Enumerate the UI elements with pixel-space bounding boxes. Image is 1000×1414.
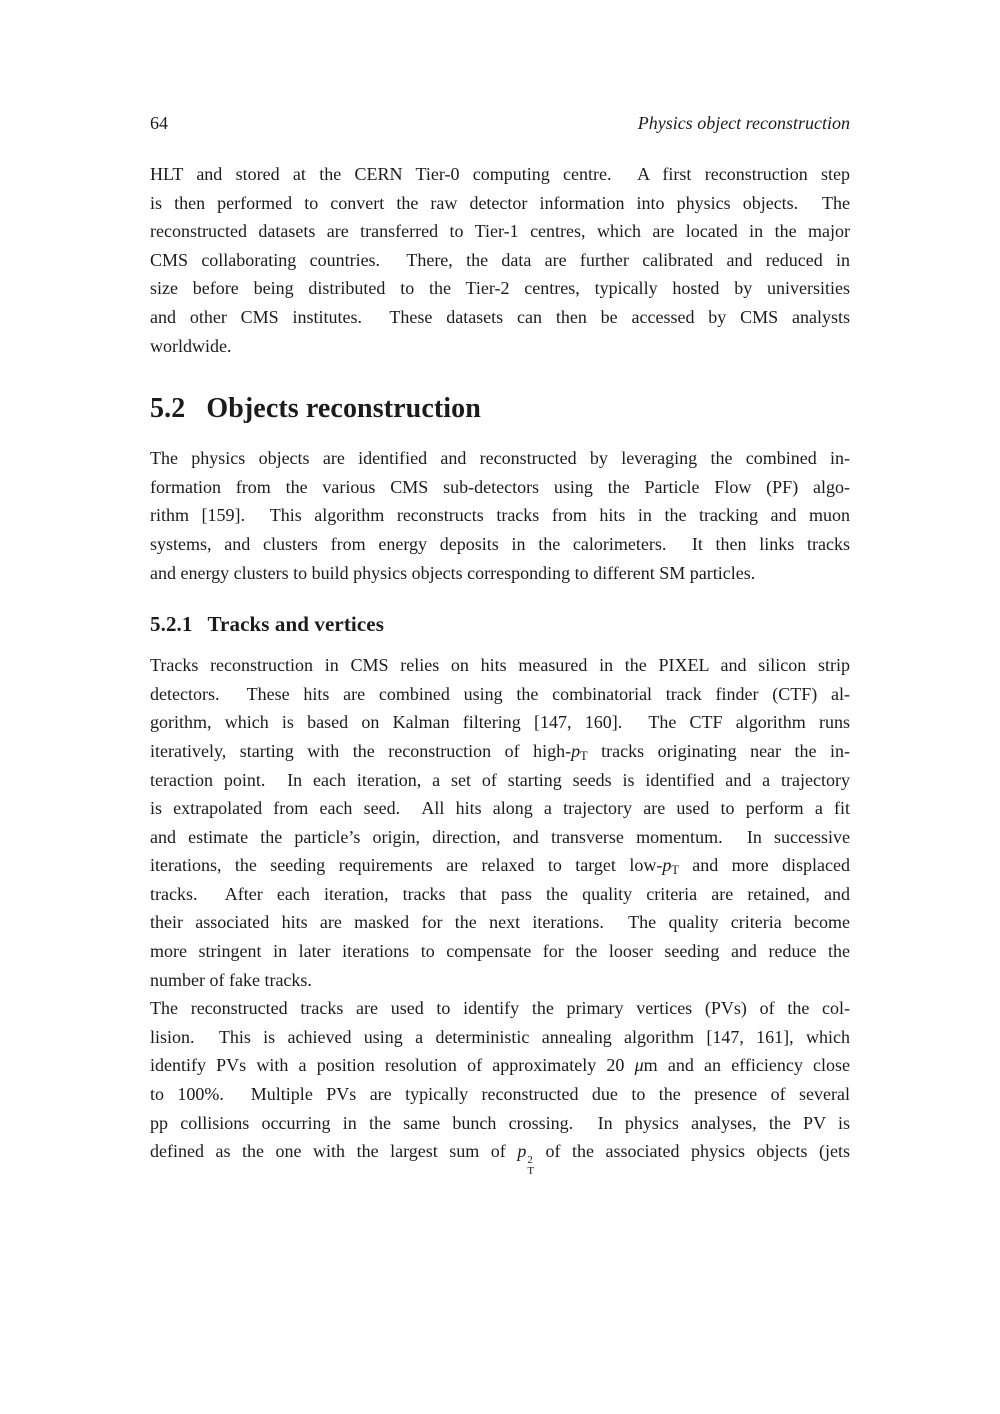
- text-line-content: pp collisions occurring in the same bunch crossing. In physics analyses, the PV is: [150, 1112, 850, 1133]
- text-line: [150, 851, 850, 880]
- text-line: [150, 766, 850, 795]
- text-line: [150, 303, 850, 332]
- page-content: [150, 0, 851, 1178]
- text-line: [150, 994, 850, 1023]
- text-line: [150, 530, 850, 559]
- section-heading: [150, 392, 850, 426]
- text-line: [150, 680, 850, 709]
- text-line: [150, 501, 850, 530]
- text-line-content: Tracks reconstruction in CMS relies on hits measured in the PIXEL and silicon strip: [150, 655, 850, 676]
- subsection-number: 5.2.1: [150, 612, 193, 637]
- text-line-content: detectors. These hits are combined using the combinatorial track finder (CTF) al-: [150, 683, 850, 704]
- text-line-content: iterations, the seeding requirements are relaxed to target low-$p_T$ and more displaced: [150, 855, 851, 878]
- text-line-content: gorithm, which is based on Kalman filtering [147, 160]. The CTF algorithm runs: [150, 712, 850, 733]
- text-line-content: is extrapolated from each seed. All hits along a trajectory are used to perform a fit: [150, 798, 850, 819]
- text-line-content: and other CMS institutes. These datasets can then be accessed by CMS analysts: [150, 306, 850, 327]
- text-line-content: reconstructed datasets are transferred to Tier-1 centres, which are located in the major: [150, 221, 850, 242]
- text-line: [150, 737, 850, 766]
- text-line-content: number of fake tracks.: [150, 969, 312, 990]
- text-line-content: CMS collaborating countries. There, the data are further calibrated and reduced in: [150, 249, 850, 270]
- text-line: [150, 1023, 850, 1052]
- paragraph: [150, 160, 850, 360]
- text-line: [150, 937, 850, 966]
- text-line: [150, 1080, 850, 1109]
- text-line-content: The physics objects are identified and reconstructed by leveraging the combined in-: [150, 448, 850, 469]
- text-line: [150, 651, 850, 680]
- text-line: [150, 908, 850, 937]
- text-line: [150, 246, 850, 275]
- page-number: 64: [150, 113, 168, 133]
- text-line: [150, 708, 850, 737]
- text-line: [150, 160, 850, 189]
- text-line-content: iteratively, starting with the reconstruction of high-$p_T$ tracks originating near the in-: [150, 740, 850, 763]
- text-line-content: tracks. After each iteration, tracks that pass the quality criteria are retained, and: [150, 883, 850, 904]
- section-title: Objects reconstruction: [206, 393, 481, 425]
- text-line: [150, 217, 850, 246]
- paragraph: [150, 444, 850, 587]
- text-line-content: defined as the one with the largest sum of p 2 T of the associated physics objects (jets: [150, 1141, 850, 1178]
- text-line: [150, 473, 850, 502]
- text-line: [150, 823, 850, 852]
- text-line-content: worldwide.: [150, 335, 232, 356]
- text-line: [150, 444, 850, 473]
- text-line: [150, 794, 850, 823]
- text-line-content: identify PVs with a position resolution of approximately 20 μm and an efficiency close: [150, 1055, 850, 1076]
- running-title: Physics object reconstruction: [637, 113, 850, 133]
- section-number: 5.2: [150, 393, 186, 425]
- text-line-content: more stringent in later iterations to compensate for the looser seeding and reduce the: [150, 941, 850, 962]
- text-line: [150, 880, 850, 909]
- subsection-heading: [150, 611, 850, 637]
- paragraph: [150, 994, 850, 1178]
- text-line-content: and estimate the particle’s origin, direction, and transverse momentum. In successive: [150, 826, 850, 847]
- text-line-content: and energy clusters to build physics objects corresponding to different SM particles.: [150, 562, 756, 583]
- text-line-content: to 100%. Multiple PVs are typically reconstructed due to the presence of several: [150, 1084, 850, 1105]
- text-line-content: HLT and stored at the CERN Tier-0 computing centre. A first reconstruction step: [150, 164, 850, 184]
- text-line-content: their associated hits are masked for the next iterations. The quality criteria become: [150, 912, 850, 933]
- text-line-content: formation from the various CMS sub-detectors using the Particle Flow (PF) algo-: [150, 476, 850, 497]
- text-line-content: teraction point. In each iteration, a set of starting seeds is identified and a trajectory: [150, 769, 850, 790]
- text-line: [150, 332, 850, 361]
- text-line-content: is then performed to convert the raw detector information into physics objects. The: [150, 192, 850, 213]
- text-line-content: systems, and clusters from energy deposits in the calorimeters. It then links tracks: [150, 533, 850, 554]
- text-line-content: lision. This is achieved using a deterministic annealing algorithm [147, 161], which: [150, 1026, 850, 1047]
- subsection-title: Tracks and vertices: [207, 612, 384, 637]
- paragraph: [150, 651, 850, 994]
- text-line: [150, 189, 850, 218]
- text-line: [150, 1137, 850, 1178]
- text-line-content: size before being distributed to the Tier-2 centres, typically hosted by universities: [150, 278, 850, 299]
- text-line-content: The reconstructed tracks are used to identify the primary vertices (PVs) of the col-: [150, 998, 850, 1019]
- text-line: [150, 1051, 850, 1080]
- text-line: [150, 966, 850, 995]
- page-header: [150, 112, 850, 134]
- text-line-content: rithm [159]. This algorithm reconstructs tracks from hits in the tracking and muon: [150, 505, 850, 526]
- text-line: [150, 274, 850, 303]
- page-body: [150, 160, 851, 1178]
- text-line: [150, 559, 850, 588]
- text-line: [150, 1109, 850, 1138]
